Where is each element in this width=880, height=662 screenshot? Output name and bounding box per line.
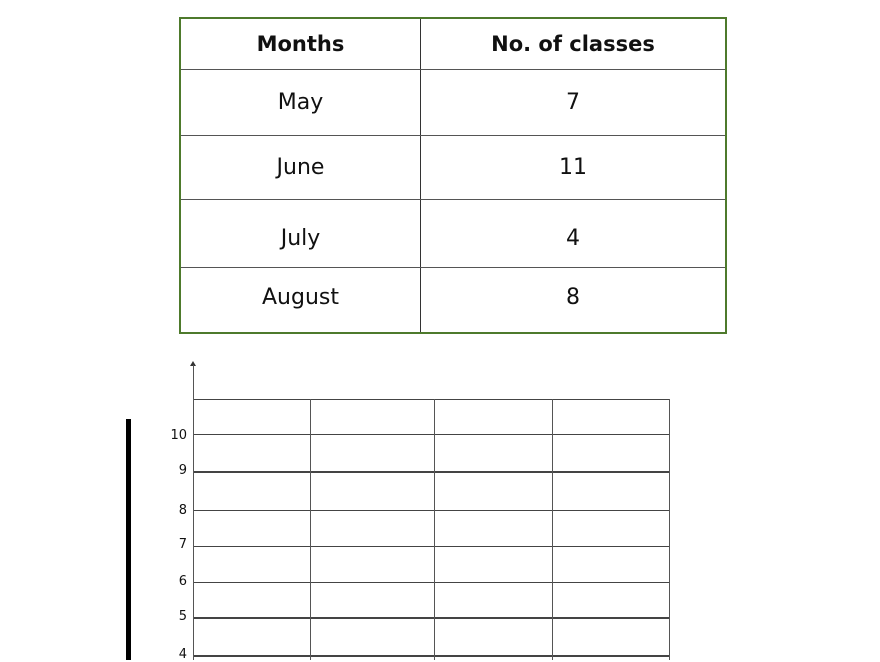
table-row [181, 200, 725, 267]
y-label-10: 10 [170, 428, 187, 443]
cell-month: May [181, 70, 421, 135]
cell-classes: 4 [566, 226, 580, 251]
y-label-4: 4 [178, 647, 187, 662]
graph-grid [193, 399, 670, 660]
cell-month: July [181, 200, 421, 267]
grid-column-line [193, 399, 194, 660]
header-months: Months [181, 19, 421, 69]
y-axis-line [193, 365, 194, 399]
y-label-8: 8 [178, 503, 187, 518]
table-row [181, 136, 725, 199]
black-vertical-bar [126, 419, 131, 660]
grid-column-line [434, 399, 435, 660]
grid-line-5 [193, 617, 670, 619]
grid-line-4 [193, 655, 670, 657]
grid-line-top [193, 399, 670, 400]
grid-line-6 [193, 582, 670, 583]
cell-classes: 11 [559, 155, 587, 180]
y-label-7: 7 [178, 537, 187, 552]
grid-column-line [310, 399, 311, 660]
grid-column-line [552, 399, 553, 660]
grid-line-10 [193, 434, 670, 435]
cell-month: June [181, 136, 421, 199]
grid-line-8 [193, 510, 670, 511]
grid-column-line [669, 399, 670, 660]
grid-line-7 [193, 546, 670, 547]
y-axis-labels [145, 399, 187, 660]
classes-table [179, 17, 727, 334]
grid-line-9 [193, 471, 670, 473]
y-label-5: 5 [178, 609, 187, 624]
cell-classes: 7 [566, 90, 580, 115]
cell-classes: 8 [566, 284, 580, 310]
table-row [181, 70, 725, 135]
cell-month: August [181, 268, 421, 332]
header-no-of-classes: No. of classes [491, 32, 655, 56]
table-row [181, 268, 725, 332]
table-header-row [181, 19, 725, 69]
y-label-6: 6 [178, 574, 187, 589]
y-label-9: 9 [178, 463, 187, 478]
